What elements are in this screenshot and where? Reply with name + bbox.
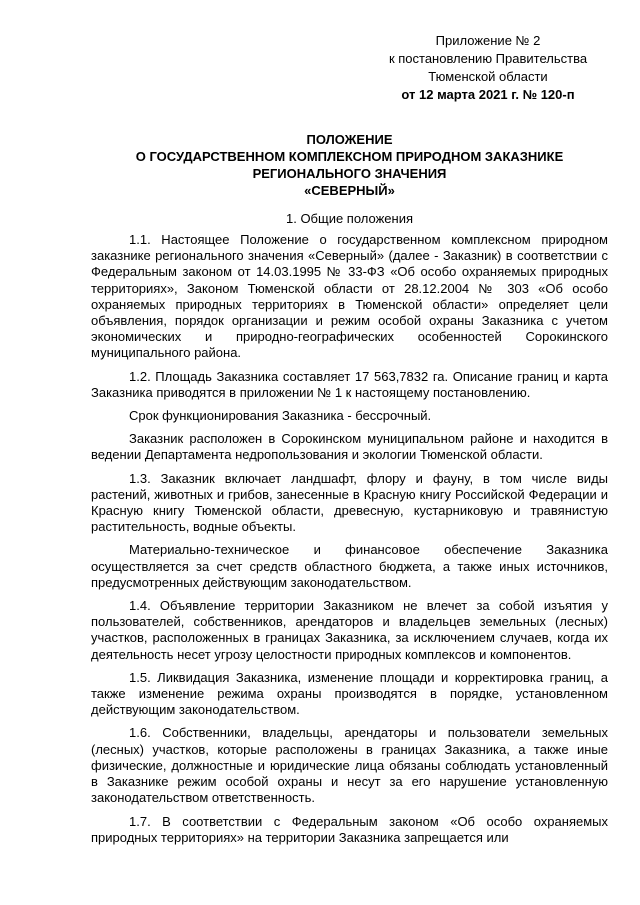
paragraph: 1.4. Объявление территории Заказником не влечет за собой изъятия у пользователей, собственников, арендаторов и владельцев земельных (лесных) участков, расположенных в границах Заказника, за исключением случаев, когда их деятельность несет угрозу целостности природных комплексов и компонентов. xyxy=(91,598,608,662)
document-body xyxy=(91,232,608,853)
paragraph: Заказник расположен в Сорокинском муниципальном районе и находится в ведении Департамента недропользования и экологии Тюменской области. xyxy=(91,431,608,463)
paragraph: 1.1. Настоящее Положение о государственном комплексном природном заказнике регионального значения «Северный» (далее - Заказник) в соответствии с Федеральным законом от 14.03.1995 № 33-ФЗ «Об особо охраняемых природных территориях», Законом Тюменской области от 28.12.2004 № 303 «Об особо охраняемых природных территориях в Тюменской области» определяет цели объявления, порядок организации и режим особой охраны Заказника с учетом экономических и природно-географических особенностей Сорокинского муниципального района. xyxy=(91,232,608,361)
title-line-4: «СЕВЕРНЫЙ» xyxy=(304,183,395,198)
paragraph: 1.3. Заказник включает ландшафт, флору и фауну, в том числе виды растений, животных и грибов, занесенные в Красную книгу Российской Федерации и Красную книгу Тюменской области, древесную, кустарниковую и травянистую растительность, водные объекты. xyxy=(91,470,608,535)
annex-number: Приложение № 2 xyxy=(435,33,541,48)
title-line-3: РЕГИОНАЛЬНОГО ЗНАЧЕНИЯ xyxy=(252,166,447,181)
annex-region: Тюменской области xyxy=(428,69,548,84)
paragraph: Материально-техническое и финансовое обеспечение Заказника осуществляется за счет средств областного бюджета, а также иных источников, предусмотренных действующим законодательством. xyxy=(91,542,608,590)
title-line-1: ПОЛОЖЕНИЕ xyxy=(306,132,393,147)
paragraph: Срок функционирования Заказника - бессрочный. xyxy=(129,408,432,424)
paragraph: 1.5. Ликвидация Заказника, изменение площади и корректировка границ, а также изменение режима охраны производятся в порядке, установленном действующим законодательством. xyxy=(91,669,608,718)
section-heading: 1. Общие положения xyxy=(285,211,414,226)
annex-date: от 12 марта 2021 г. № 120-п xyxy=(401,87,575,102)
document-title xyxy=(91,131,608,199)
paragraph: 1.6. Собственники, владельцы, арендаторы и пользователи земельных (лесных) участков, которые расположены в границах Заказника, а также иные физические, должностные и юридические лица обязаны соблюдать установленный в Заказнике режим особой охраны и несут за его нарушение установленную законодательством ответственность. xyxy=(91,725,608,806)
paragraph: 1.2. Площадь Заказника составляет 17 563,7832 га. Описание границ и карта Заказника приводятся в приложении № 1 к настоящему постановлению. xyxy=(91,368,608,400)
paragraph: 1.7. В соответствии с Федеральным законом «Об особо охраняемых природных территориях» на территории Заказника запрещается или xyxy=(91,813,608,845)
annex-header xyxy=(368,32,608,104)
annex-resolution: к постановлению Правительства xyxy=(388,51,588,66)
title-line-2: О ГОСУДАРСТВЕННОМ КОМПЛЕКСНОМ ПРИРОДНОМ ЗАКАЗНИКЕ xyxy=(135,149,564,164)
